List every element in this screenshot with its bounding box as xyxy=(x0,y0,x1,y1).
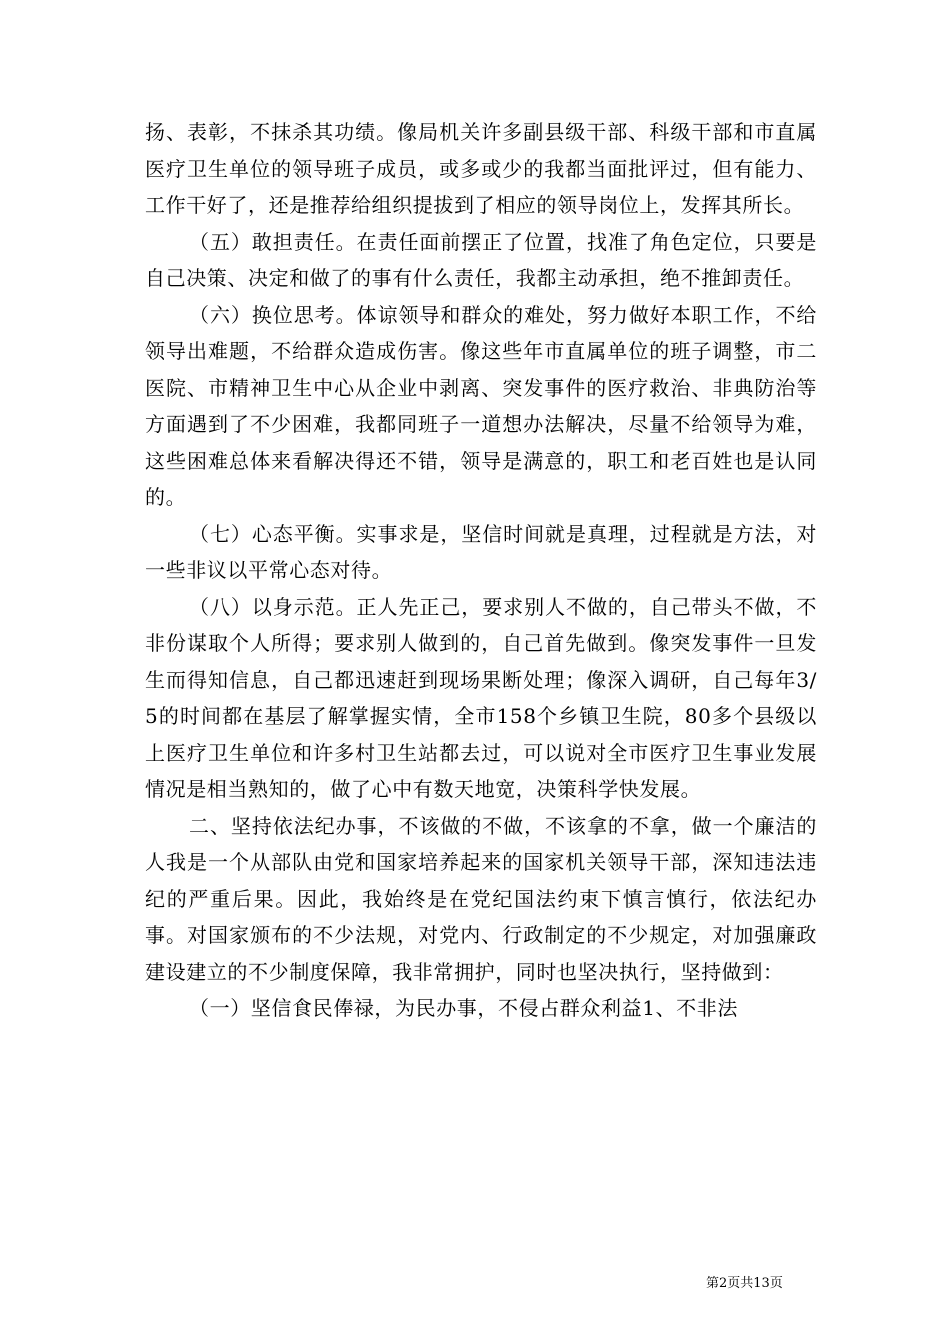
paragraph-section-1-5: （五）敢担责任。在责任面前摆正了位置，找准了角色定位，只要是自己决策、决定和做了的事有什么责任，我都主动承担，绝不推卸责任。 xyxy=(145,229,817,290)
paragraph-section-2-heading: 二、坚持依法纪办事，不该做的不做，不该拿的不拿，做一个廉洁的人我是一个从部队由党和国家培养起来的国家机关领导干部，深知违法违纪的严重后果。因此，我始终是在党纪国法约束下慎言慎行，依法纪办事。对国家颁布的不少法规，对党内、行政制定的不少规定，对加强廉政建设建立的不少制度保障，我非常拥护，同时也坚决执行，坚持做到： xyxy=(145,813,817,984)
document-body xyxy=(145,114,817,1027)
paragraph-section-1-7: （七）心态平衡。实事求是，坚信时间就是真理，过程就是方法，对一些非议以平常心态对待。 xyxy=(145,521,817,582)
page-number-footer: 第2页共13页 xyxy=(706,1276,783,1291)
paragraph-continued: 扬、表彰，不抹杀其功绩。像局机关许多副县级干部、科级干部和市直属医疗卫生单位的领导班子成员，或多或少的我都当面批评过，但有能力、工作干好了，还是推荐给组织提拔到了相应的领导岗位上，发挥其所长。 xyxy=(145,120,817,217)
paragraph-section-1-8: （八）以身示范。正人先正己，要求别人不做的，自己带头不做，不非份谋取个人所得；要求别人做到的，自己首先做到。像突发事件一旦发生而得知信息，自己都迅速赶到现场果断处理；像深入调研，自己每年3/5的时间都在基层了解掌握实情，全市158个乡镇卫生院，80多个县级以上医疗卫生单位和许多村卫生站都去过，可以说对全市医疗卫生事业发展情况是相当熟知的，做了心中有数天地宽，决策科学快发展。 xyxy=(145,594,817,801)
paragraph-section-1-6: （六）换位思考。体谅领导和群众的难处，努力做好本职工作，不给领导出难题，不给群众造成伤害。像这些年市直属单位的班子调整，市二医院、市精神卫生中心从企业中剥离、突发事件的医疗救治、非典防治等方面遇到了不少困难，我都同班子一道想办法解决，尽量不给领导为难，这些困难总体来看解决得还不错，领导是满意的，职工和老百姓也是认同的。 xyxy=(145,302,817,509)
paragraph-section-2-1: （一）坚信食民俸禄，为民办事，不侵占群众利益1、不非法 xyxy=(189,996,738,1020)
